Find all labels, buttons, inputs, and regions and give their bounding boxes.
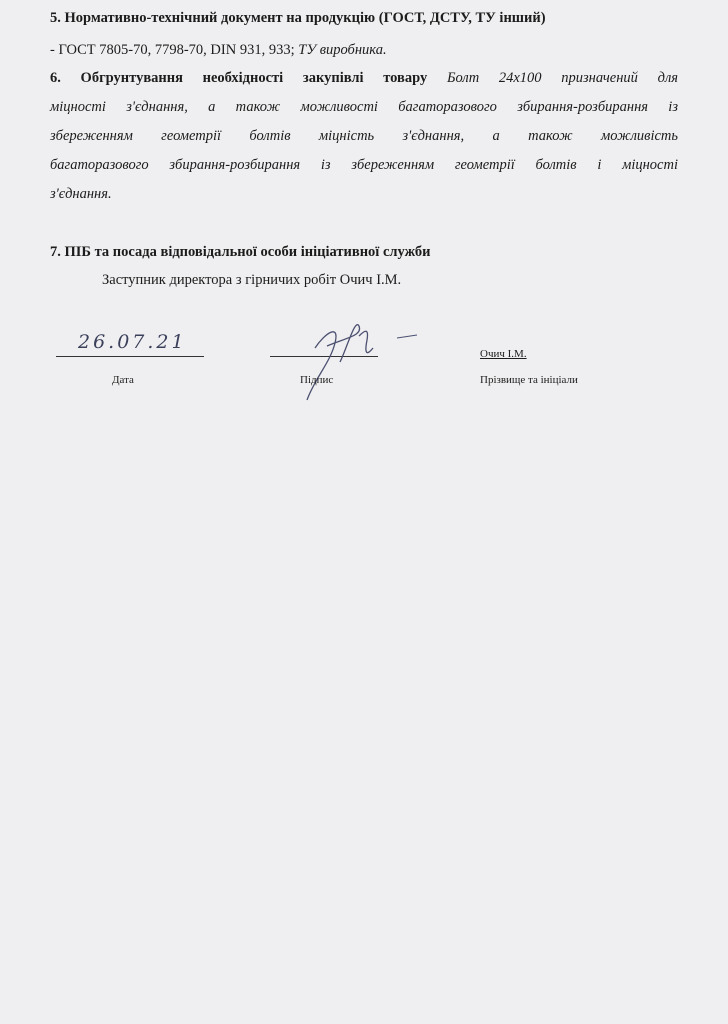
section7-heading: 7. ПІБ та посада відповідальної особи ініціативної служби — [50, 244, 431, 260]
date-handwritten: 26.07.21 — [78, 331, 187, 353]
name-value: Очич І.М. — [480, 348, 527, 360]
section5-heading: 5. Нормативно-технічний документ на продукцію (ГОСТ, ДСТУ, ТУ інший) — [50, 10, 546, 26]
date-label: Дата — [112, 374, 134, 386]
section6-heading: 6. Обгрунтування необхідності закупівлі товару — [50, 70, 428, 86]
section6-line-3: збереженням геометрії болтів міцність з'єднання, а також можливість — [50, 128, 678, 144]
name-label: Прізвище та ініціали — [480, 374, 578, 386]
section6-line-4: багаторазового збирання-розбирання із збереженням геометрії болтів і міцності — [50, 157, 678, 173]
section5-tu: ТУ виробника. — [298, 42, 387, 58]
section6-text-1: Болт 24x100 призначений для — [446, 70, 679, 86]
section5-standards-list: - ГОСТ 7805-70, 7798-70, DIN 931, 933; — [50, 42, 295, 58]
section6-line-5: з'єднання. — [50, 186, 112, 202]
handwritten-signature — [285, 318, 425, 408]
signature-label: Підпис — [300, 374, 334, 386]
section6-line-1 — [50, 70, 678, 87]
date-line — [56, 356, 204, 357]
section5-standards — [50, 42, 678, 59]
section6-line-2: міцності з'єднання, а також можливості багаторазового збирання-розбирання із — [50, 99, 678, 115]
responsible-person: Заступник директора з гірничих робіт Очич І.М. — [102, 272, 402, 288]
